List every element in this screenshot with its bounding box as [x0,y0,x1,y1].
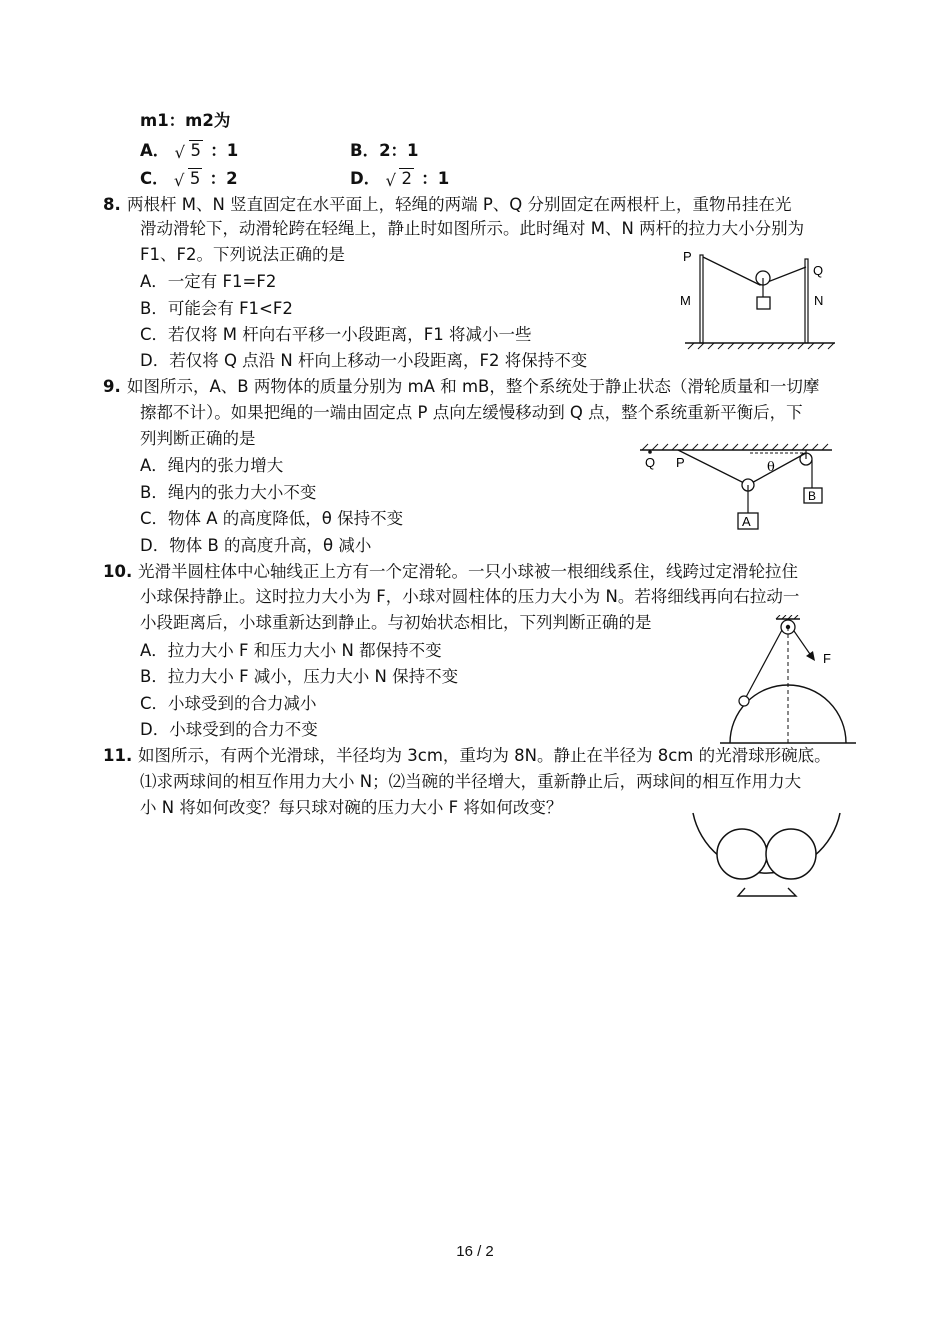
q8-figure-rods-pulley [680,245,840,353]
option-letter: A． [140,141,170,160]
ball-right [766,829,816,879]
q11-stem-line1: 如图所示，有两个光滑球，半径均为 3cm，重均为 8N。静止在半径为 8cm 的光滑球形碗底。 [138,746,831,765]
q8-option-b: B．可能会有 F1<F2 [140,299,293,318]
q9-number: 9. [103,377,121,396]
ratio-rest: ：1 [210,141,239,160]
label-p: P [683,249,692,264]
q10-option-a: A．拉力大小 F 和压力大小 N 都保持不变 [140,641,442,660]
ground-hatching [688,343,834,349]
option-letter: C． [140,169,169,188]
arrow-head [806,651,815,661]
weight-block [757,297,770,309]
q9-option-b: B．绳内的张力大小不变 [140,483,317,502]
q10-figure-half-cylinder [718,615,858,747]
q8-stem-line3: F1、F2。下列说法正确的是 [140,245,345,264]
label-q: Q [813,263,824,278]
q7-option-b: B．2：1 [350,141,419,160]
q11-figure-bowl-balls [690,808,845,900]
ratio-rest: ：2 [209,169,238,188]
q10-option-d: D．小球受到的合力不变 [140,720,318,739]
option-letter: D． [350,169,381,188]
q9-stem-line1: 如图所示，A、B 两物体的质量分别为 mA 和 mB，整个系统处于静止状态（滑轮质量和一切摩 [127,377,820,396]
light-rope [703,257,806,285]
label-theta: θ [767,460,775,475]
q11-stem-line2: ⑴求两球间的相互作用力大小 N；⑵当碗的半径增大，重新静止后，两球间的相互作用力大 [140,772,802,791]
label-a: A [742,514,751,529]
label-q: Q [645,455,656,470]
rod-n [805,259,808,343]
small-ball [739,696,749,706]
radicand: 2 [401,169,412,188]
q7-option-a [140,140,238,162]
q7-option-d [350,168,449,190]
sqrt-symbol: √ 5 [173,169,201,190]
q8-stem-line1: 两根杆 M、N 竖直固定在水平面上，轻绳的两端 P、Q 分别固定在两根杆上，重物吊挂在光 [127,195,792,214]
q11-stem-line3: 小 N 将如何改变？每只球对碗的压力大小 F 将如何改变？ [140,798,563,817]
q10-number: 10. [103,562,133,581]
ball-left [717,829,767,879]
pull-thread [794,631,812,657]
label-f: F [823,651,831,666]
q9-stem-line3: 列判断正确的是 [140,429,256,448]
radicand: 5 [190,141,202,160]
rod-m [700,255,703,343]
ceiling-hatching [642,444,828,450]
q7-ratio-label: m1：m2为 [140,111,231,130]
q10-stem-line3: 小段距离后，小球重新达到静止。与初始状态相比，下列判断正确的是 [140,613,652,632]
rope [678,450,806,485]
q10-option-c: C．小球受到的合力减小 [140,694,317,713]
sqrt-symbol: √ 5 [174,141,202,162]
q10-stem-line2: 小球保持静止。这时拉力大小为 F，小球对圆柱体的压力大小为 N。若将细线再向右拉动一 [140,587,800,606]
radicand: 5 [189,169,201,188]
q10-option-b: B．拉力大小 F 减小，压力大小 N 保持不变 [140,667,459,686]
q9-option-d: D．物体 B 的高度升高，θ 减小 [140,536,372,555]
q8-number: 8. [103,195,121,214]
q7-option-c [140,168,238,190]
q8-option-d: D．若仅将 Q 点沿 N 杆向上移动一小段距离，F2 将保持不变 [140,351,588,370]
label-n: N [814,293,824,308]
label-p: P [676,455,685,470]
q8-stem-line2: 滑动滑轮下，动滑轮跨在轻绳上，静止时如图所示。此时绳对 M、N 两杆的拉力大小分别为 [140,219,805,238]
q10-stem-line1: 光滑半圆柱体中心轴线正上方有一个定滑轮。一只小球被一根细线系住，线跨过定滑轮拉住 [138,562,798,581]
bowl [693,813,840,873]
thread-to-ball [745,630,782,699]
point-q-dot [648,450,652,454]
q11-number: 11. [103,746,133,765]
sqrt-symbol: √ 2 [385,169,412,190]
q9-figure-pulley-system [636,440,836,535]
label-m: M [680,293,691,308]
q9-option-c: C．物体 A 的高度降低，θ 保持不变 [140,509,404,528]
q9-option-a: A．绳内的张力增大 [140,456,284,475]
page-number: 16 / 2 [456,1243,494,1260]
label-b: B [808,489,817,503]
q8-option-c: C．若仅将 M 杆向右平移一小段距离，F1 将减小一些 [140,325,532,344]
label-o: O [760,884,768,894]
ratio-rest: ：1 [421,169,450,188]
q9-stem-line2: 擦都不计）。如果把绳的一端由固定点 P 点向左缓慢移动到 Q 点，整个系统重新平衡后，下 [140,403,803,422]
q8-option-a: A．一定有 F1=F2 [140,272,277,291]
